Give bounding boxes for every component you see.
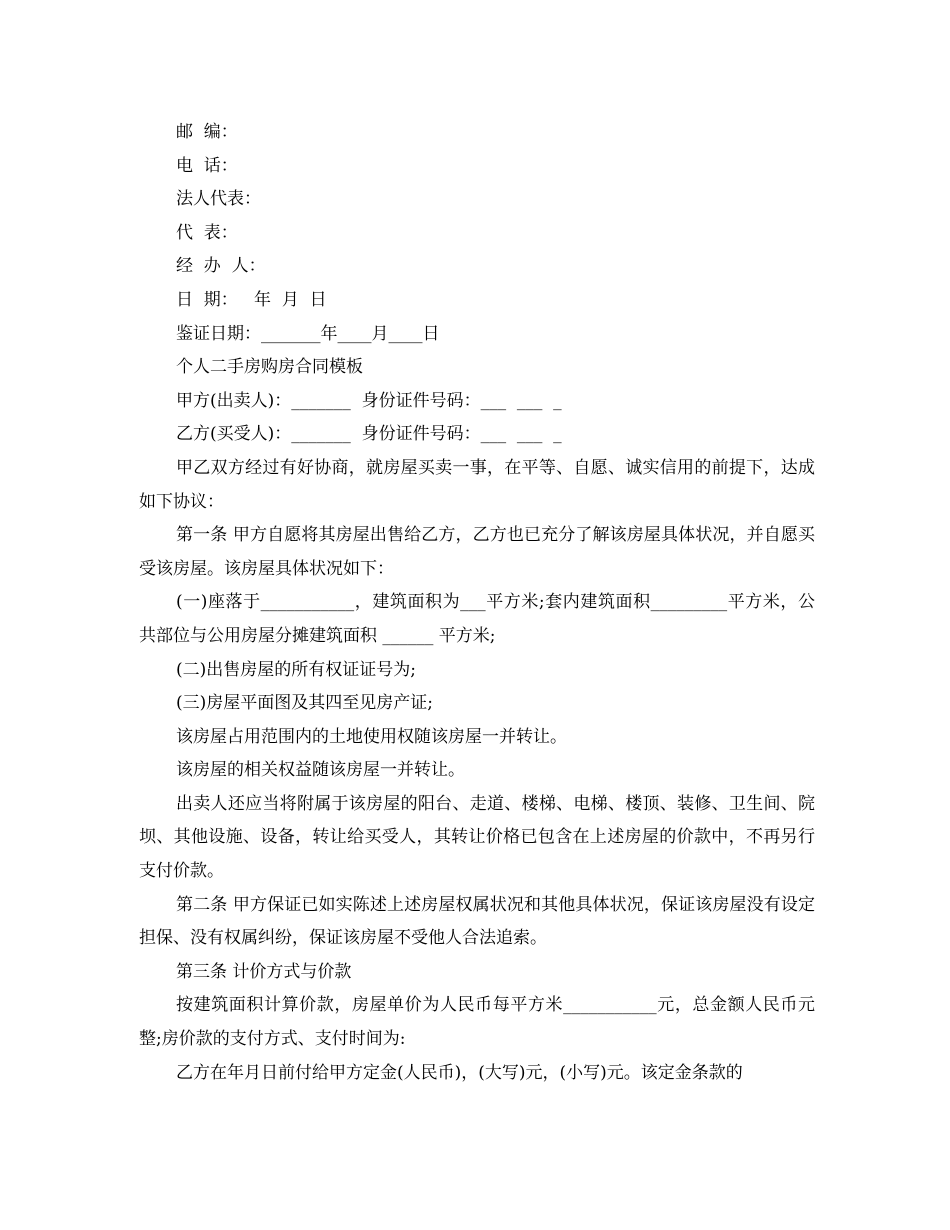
- paragraph-article-2: 第二条 甲方保证已如实陈述上述房屋权属状况和其他具体状况，保证该房屋没有设定担保、没有权属纠纷，保证该房屋不受他人合法追索。: [139, 894, 815, 949]
- paragraph-intro: 甲乙双方经过有好协商，就房屋买卖一事，在平等、自愿、诚实信用的前提下，达成如下协议：: [139, 457, 815, 512]
- field-legal-representative: 法人代表：: [176, 189, 261, 210]
- paragraph-attachments: 出卖人还应当将附属于该房屋的阳台、走道、楼梯、电梯、楼顶、装修、卫生间、院坝、其他设施、设备，转让给买受人，其转让价格已包含在上述房屋的价款中，不再另行支付价款。: [139, 793, 815, 882]
- document-title: 个人二手房购房合同模板: [176, 357, 363, 378]
- party-b-line: 乙方(买受人)：_______ 身份证件号码：___ ___ _: [176, 424, 562, 445]
- party-a-line: 甲方(出卖人)：_______ 身份证件号码：___ ___ _: [176, 390, 562, 411]
- paragraph-pricing: 按建筑面积计算价款，房屋单价为人民币每平方米___________元，总金额人民币元整;房价款的支付方式、支付时间为:: [139, 995, 815, 1050]
- paragraph-deposit: 乙方在年月日前付给甲方定金(人民币)，(大写)元，(小写)元。该定金条款的: [176, 1062, 743, 1083]
- field-date: 日 期： 年 月 日: [176, 289, 327, 310]
- contract-body: [139, 116, 815, 1090]
- paragraph-location: (一)座落于___________，建筑面积为___平方米;套内建筑面积_________平方米，公共部位与公用房屋分摊建筑面积 ______ 平方米;: [139, 592, 815, 646]
- paragraph-related-rights: 该房屋的相关权益随该房屋一并转让。: [176, 760, 465, 781]
- field-postcode: 邮 编：: [176, 122, 238, 142]
- paragraph-article-3-heading: 第三条 计价方式与价款: [176, 961, 352, 982]
- field-phone: 电 话：: [176, 155, 238, 176]
- paragraph-floor-plan: (三)房屋平面图及其四至见房产证;: [176, 693, 433, 714]
- field-handler: 经 办 人：: [176, 256, 266, 277]
- paragraph-certificate-number: (二)出售房屋的所有权证证号为;: [176, 659, 416, 680]
- paragraph-article-1: 第一条 甲方自愿将其房屋出售给乙方，乙方也已充分了解该房屋具体状况，并自愿买受该房屋。该房屋具体状况如下：: [139, 525, 815, 579]
- field-certification-date: 鉴证日期：_______年____月____日: [176, 323, 440, 344]
- paragraph-land-rights: 该房屋占用范围内的土地使用权随该房屋一并转让。: [176, 726, 567, 747]
- field-representative: 代 表：: [176, 222, 238, 243]
